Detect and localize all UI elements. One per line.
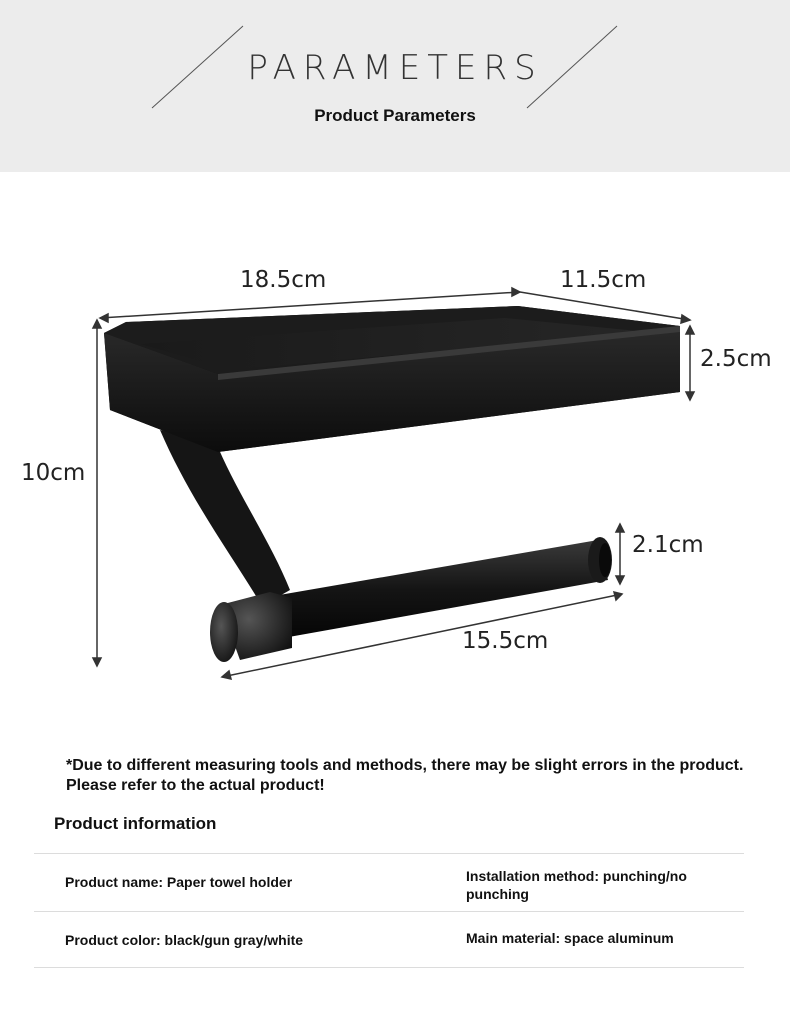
divider-top [34,853,744,854]
arrow-height-bottom [93,658,101,666]
arrow-length-right [512,288,520,296]
measurement-note: *Due to different measuring tools and methods, there may be slight errors in the product. Please refer to the actual product! [66,757,744,794]
rod-end-inner [599,543,611,577]
info-main-material: Main material: space aluminum [466,930,674,946]
arrow-depth-right [681,315,690,323]
arrow-height-top [93,320,101,328]
label-shelf-height: 2.5cm [700,346,772,372]
divider-middle [34,911,744,912]
product-illustration [0,172,790,732]
info-product-name: Product name: Paper towel holder [65,874,293,890]
arrow-rod-bottom [616,576,624,584]
arrow-shelf-bottom [686,392,694,400]
label-rod-length: 15.5cm [462,628,549,654]
info-section-title: Product information [54,814,217,833]
info-installation-method: Installation method: punching/no punching [466,868,687,902]
label-rod-diameter: 2.1cm [632,532,704,558]
divider-bottom [34,967,744,968]
info-product-color: Product color: black/gun gray/white [65,932,304,948]
arrow-rod-top [616,524,624,532]
bracket-arm [160,430,290,606]
page-subtitle: Product Parameters [314,106,476,125]
rod [262,540,608,640]
label-depth: 11.5cm [560,267,647,293]
arrow-length-left [100,314,108,322]
label-total-height: 10cm [21,460,86,486]
arrow-rod-right [614,592,622,600]
page-title: PARAMETERS [247,48,543,88]
header-banner [0,0,790,172]
rod-base-face [210,602,238,662]
label-length: 18.5cm [240,267,327,293]
arrow-rod-left [222,671,231,679]
arrow-shelf-top [686,326,694,334]
